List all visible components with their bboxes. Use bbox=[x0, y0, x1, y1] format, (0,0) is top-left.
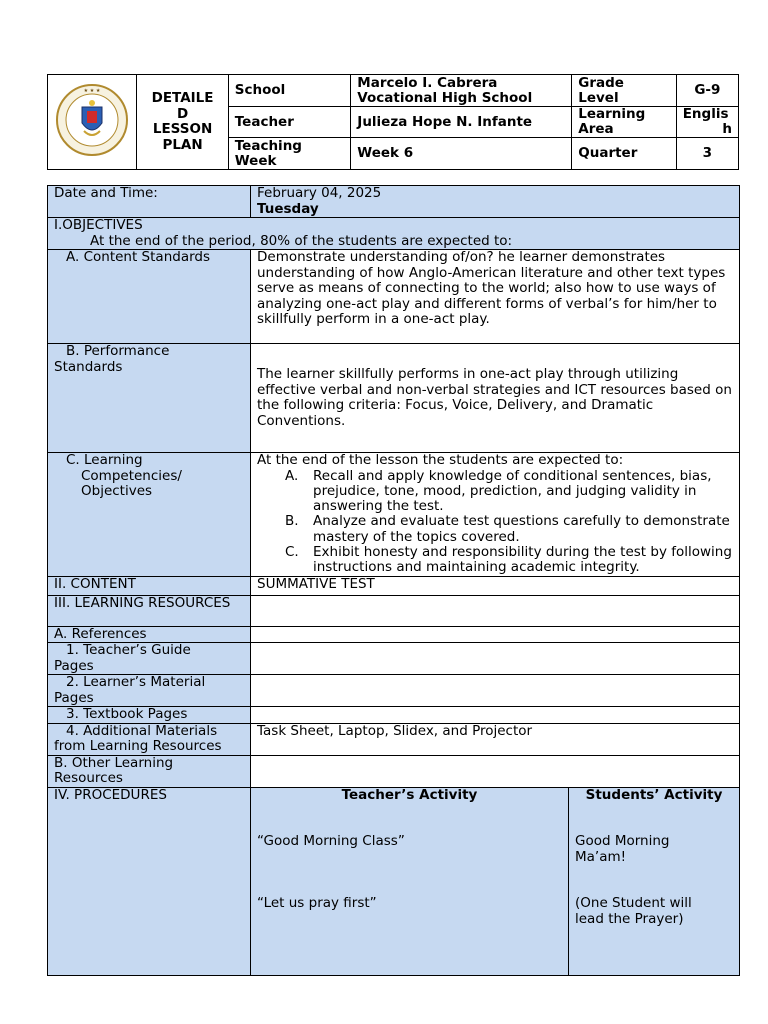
learning-area-label: Learning Area bbox=[572, 107, 676, 138]
performance-standards-text: The learner skillfully performs in one-act play through utilizing effective verbal and non-verbal strategies and ICT resources based on the following criteria: Focus, Voice, Delivery, and Dramatic Conventions. bbox=[251, 344, 740, 453]
content-standards-label: A. Content Standards bbox=[48, 250, 251, 344]
lesson-plan-title: DETAILE D LESSON PLAN bbox=[137, 75, 228, 170]
objectives-row bbox=[48, 218, 740, 250]
content-standards-row bbox=[48, 250, 740, 344]
teacher-guide-row bbox=[48, 643, 740, 675]
textbook-row bbox=[48, 707, 740, 724]
school-label: School bbox=[228, 75, 351, 107]
deped-seal-cell bbox=[48, 75, 137, 170]
grade-level-label: Grade Level bbox=[572, 75, 676, 107]
teacher-label: Teacher bbox=[228, 107, 351, 138]
performance-standards-row bbox=[48, 344, 740, 453]
textbook-label: 3. Textbook Pages bbox=[48, 707, 251, 724]
learning-resources-row bbox=[48, 595, 740, 626]
svg-text:★ ★ ★: ★ ★ ★ bbox=[83, 87, 101, 94]
school-value: Marcelo I. Cabrera Vocational High School bbox=[351, 75, 572, 107]
competencies-row bbox=[48, 453, 740, 577]
teacher-activity-column bbox=[251, 787, 569, 975]
teacher-value: Julieza Hope N. Infante bbox=[351, 107, 572, 138]
date-value: February 04, 2025 Tuesday bbox=[251, 186, 740, 218]
competencies-list bbox=[257, 469, 733, 576]
references-label: A. References bbox=[48, 626, 251, 643]
other-resources-row bbox=[48, 755, 740, 787]
content-row bbox=[48, 576, 740, 595]
teaching-week-label: Teaching Week bbox=[228, 138, 351, 170]
teacher-guide-value bbox=[251, 643, 740, 675]
date-row bbox=[48, 186, 740, 218]
learning-resources-value bbox=[251, 595, 740, 626]
learning-area-value: Englis h bbox=[676, 107, 738, 138]
additional-materials-label: 4. Additional Materials from Learning Resources bbox=[48, 723, 251, 755]
student-activity-column bbox=[569, 787, 740, 975]
other-resources-value bbox=[251, 755, 740, 787]
competencies-content: At the end of the lesson the students are expected to: A. Recall and apply knowledge of conditional sentences, bias, prejudice, tone, mood, prediction, and judging validity in answering the test. B. Analyze and evaluate test questions carefully to demonstrate mastery of the topics covered. C. Exhibit honesty and responsibility during the test by following instructions and maintaining academic integrity. bbox=[251, 453, 740, 577]
header-table bbox=[47, 74, 739, 170]
procedures-label: IV. PROCEDURES bbox=[48, 787, 251, 975]
additional-materials-value: Task Sheet, Laptop, Slidex, and Projector bbox=[251, 723, 740, 755]
teacher-activity-heading: Teacher’s Activity bbox=[341, 787, 478, 803]
quarter-value: 3 bbox=[676, 138, 738, 170]
deped-seal-icon bbox=[55, 83, 129, 157]
content-value: SUMMATIVE TEST bbox=[251, 576, 740, 595]
teacher-guide-label: 1. Teacher’s Guide Pages bbox=[48, 643, 251, 675]
content-label: II. CONTENT bbox=[48, 576, 251, 595]
student-prayer: (One Student will lead the Prayer) bbox=[575, 895, 692, 927]
learning-resources-label: III. LEARNING RESOURCES bbox=[48, 595, 251, 626]
content-standards-text: Demonstrate understanding of/on? he learner demonstrates understanding of how Anglo-American literature and other text types serve as means of connecting to the world; also how to use ways of analyzing one-act play and different forms of verbal’s for him/her to skillfully perform in a one-act play. bbox=[251, 250, 740, 344]
teaching-week-value: Week 6 bbox=[351, 138, 572, 170]
other-resources-label: B. Other Learning Resources bbox=[48, 755, 251, 787]
procedures-row bbox=[48, 787, 740, 975]
textbook-value bbox=[251, 707, 740, 724]
additional-materials-row bbox=[48, 723, 740, 755]
objectives-heading: I.OBJECTIVES At the end of the period, 80% of the students are expected to: bbox=[48, 218, 740, 250]
teacher-prayer: “Let us pray first” bbox=[257, 894, 377, 911]
learner-material-label: 2. Learner’s Material Pages bbox=[48, 675, 251, 707]
competency-item: C. Exhibit honesty and responsibility during the test by following instructions and maintaining academic integrity. bbox=[285, 543, 732, 576]
date-label: Date and Time: bbox=[48, 186, 251, 218]
teacher-greeting: “Good Morning Class” bbox=[257, 833, 405, 850]
competency-item: A. Recall and apply knowledge of conditional sentences, bias, prejudice, tone, mood, prediction, and judging validity in answering the test. bbox=[285, 467, 712, 515]
student-activity-heading: Students’ Activity bbox=[585, 787, 723, 803]
grade-level-value: G-9 bbox=[676, 75, 738, 107]
learner-material-row bbox=[48, 675, 740, 707]
competencies-label: C. Learning Competencies/ Objectives bbox=[48, 453, 251, 577]
references-value bbox=[251, 626, 740, 643]
lesson-plan-table bbox=[47, 185, 740, 976]
student-greeting: Good Morning Ma’am! bbox=[575, 833, 670, 865]
competency-item: B. Analyze and evaluate test questions carefully to demonstrate mastery of the topics covered. bbox=[285, 513, 730, 545]
quarter-label: Quarter bbox=[572, 138, 676, 170]
performance-standards-label: B. Performance Standards bbox=[48, 344, 251, 453]
references-row bbox=[48, 626, 740, 643]
learner-material-value bbox=[251, 675, 740, 707]
